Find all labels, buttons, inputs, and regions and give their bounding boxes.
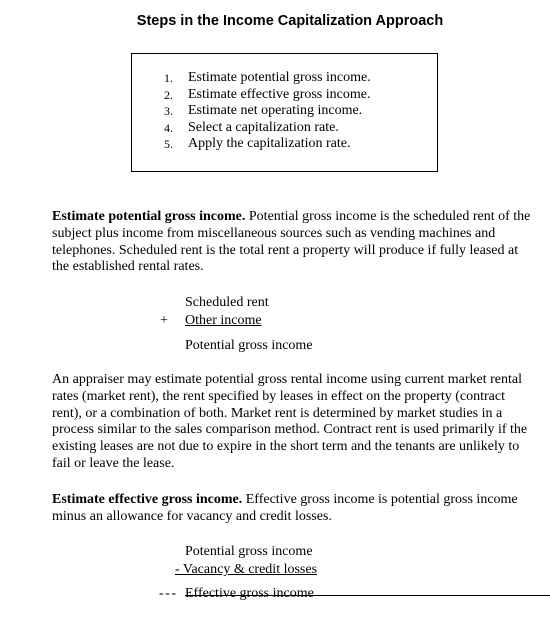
page-title: Steps in the Income Capitalization Approach — [136, 13, 444, 29]
steps-box — [131, 53, 438, 172]
step-item — [164, 87, 371, 104]
calc-scheduled-rent: Scheduled rent — [185, 295, 269, 310]
calc2-vacancy-credit-losses: - Vacancy & credit losses — [175, 562, 318, 577]
effective-gross-income-paragraph — [52, 492, 537, 526]
step-text: Estimate potential gross income. — [188, 70, 371, 85]
calc2-effective-gross-income: Effective gross income — [185, 586, 550, 602]
step-number: 1. — [164, 71, 173, 85]
step-number: 2. — [164, 87, 173, 102]
section-heading: Estimate potential gross income. — [52, 209, 246, 224]
calc2-dashes: - - - — [159, 586, 175, 601]
step-number: 4. — [164, 120, 173, 135]
step-text: Apply the capitalization rate. — [188, 136, 351, 151]
step-item — [164, 103, 371, 120]
step-number: 3. — [164, 104, 173, 118]
step-item — [164, 120, 371, 137]
step-item — [164, 70, 371, 87]
step-item — [164, 136, 371, 153]
calc-other-income: Other income — [185, 313, 262, 328]
step-text: Estimate net operating income. — [188, 103, 363, 118]
section-body: Effective gross income is potential gross income minus an allowance for vacancy and credit losses. — [52, 492, 518, 524]
steps-list — [164, 70, 371, 153]
calc-plus-operator: + — [160, 313, 168, 328]
potential-gross-income-paragraph — [52, 209, 537, 276]
section-body: Potential gross income is the scheduled rent of the subject plus income from miscellaneous sources such as vending machines and telephones. Scheduled rent is the total rent a property will produce if fully leased at the established rental rates. — [52, 209, 531, 275]
step-number: 5. — [164, 137, 173, 151]
step-text: Select a capitalization rate. — [188, 119, 339, 135]
step-text: Estimate effective gross income. — [188, 86, 371, 102]
calc-potential-gross-income: Potential gross income — [185, 338, 313, 353]
market-rent-paragraph: An appraiser may estimate potential gross rental income using current market rental rates (market rent), the rent specified by leases in effect on the property (contract rent), or a combination of both. Market rent is determined by market studies in a process similar to the sales comparison method. Contract rent is used primarily if the existing leases are not due to expire in the short term and the tenants are unlikely to fail or leave the lease. — [52, 372, 528, 471]
section-heading: Estimate effective gross income. — [52, 492, 243, 507]
calc2-potential-gross-income: Potential gross income — [185, 544, 313, 559]
